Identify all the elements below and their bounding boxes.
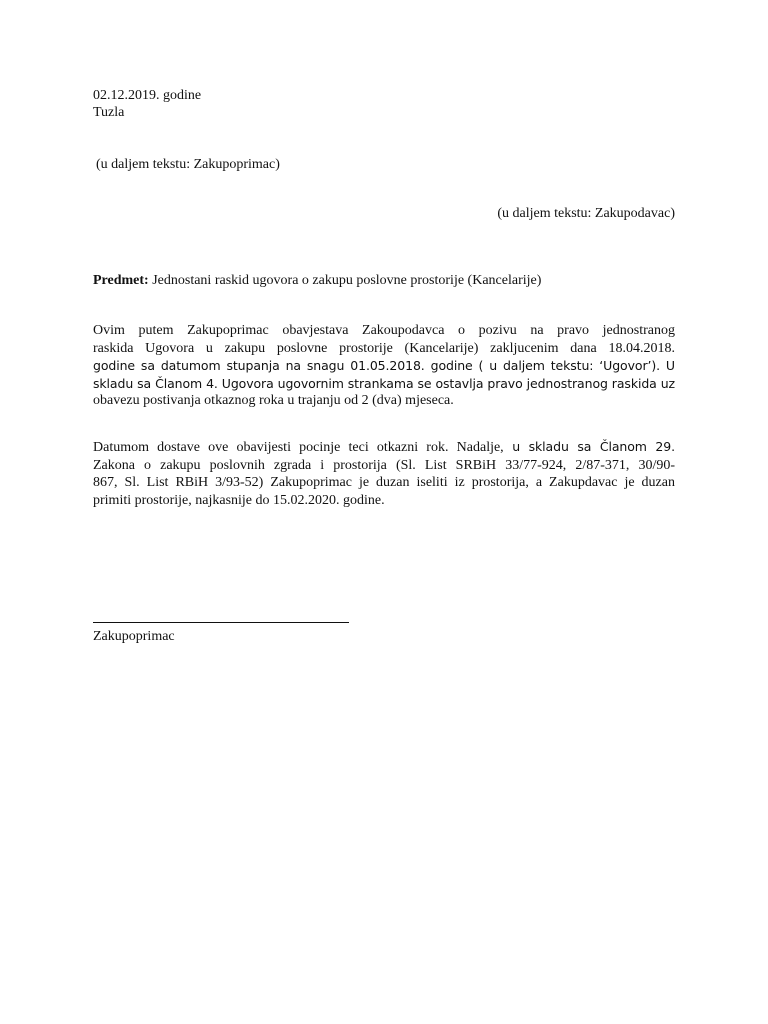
paragraph-line: Ovim putem Zakupoprimac obavjestava Zakoupodavca o pozivu na pravo jednostranog bbox=[93, 323, 675, 338]
paragraph-line: raskida Ugovora u zakupu poslovne prostorije (Kancelarije) zakljucenim dana 18.04.2018. bbox=[93, 340, 675, 356]
paragraph-line: godine sa datumom stupanja na snagu 01.05.2018. godine ( u daljem tekstu: ‘Ugovor’). U bbox=[93, 358, 675, 373]
paragraph-line bbox=[93, 438, 675, 457]
body-paragraph-2 bbox=[93, 438, 675, 509]
body-paragraph-1 bbox=[93, 322, 675, 410]
letter-city: Tuzla bbox=[93, 105, 125, 120]
paragraph-line: 867, Sl. List RBiH 3/93-52) Zakupoprimac je duzan iseliti iz prostorija, a Zakupdavac je duzan bbox=[93, 475, 675, 490]
subject-text: Jednostani raskid ugovora o zakupu poslovne prostorije (Kancelarije) bbox=[148, 273, 542, 288]
paragraph-line-part: Datumom dostave ove obavijesti pocinje teci otkazni rok. Nadalje, bbox=[93, 440, 504, 455]
subject-label: Predmet: bbox=[93, 273, 149, 288]
signature-label: Zakupoprimac bbox=[93, 629, 175, 644]
subject-line bbox=[93, 272, 541, 289]
lessee-note: (u daljem tekstu: Zakupoprimac) bbox=[96, 157, 280, 172]
paragraph-line-part: u skladu sa Članom 29. bbox=[503, 439, 675, 454]
paragraph-line: Zakona o zakupu poslovnih zgrada i prostorija (Sl. List SRBiH 33/77-924, 2/87-371, 30/90- bbox=[93, 457, 675, 473]
paragraph-line: obavezu postivanja otkaznog roka u trajanju od 2 (dva) mjeseca. bbox=[93, 393, 454, 408]
lessor-note: (u daljem tekstu: Zakupodavac) bbox=[497, 206, 675, 221]
letter-date: 02.12.2019. godine bbox=[93, 88, 202, 103]
signature-line bbox=[93, 622, 349, 623]
paragraph-line: skladu sa Članom 4. Ugovora ugovornim strankama se ostavlja pravo jednostranog raskida uz bbox=[93, 375, 675, 391]
paragraph-line: primiti prostorije, najkasnije do 15.02.2020. godine. bbox=[93, 492, 385, 508]
